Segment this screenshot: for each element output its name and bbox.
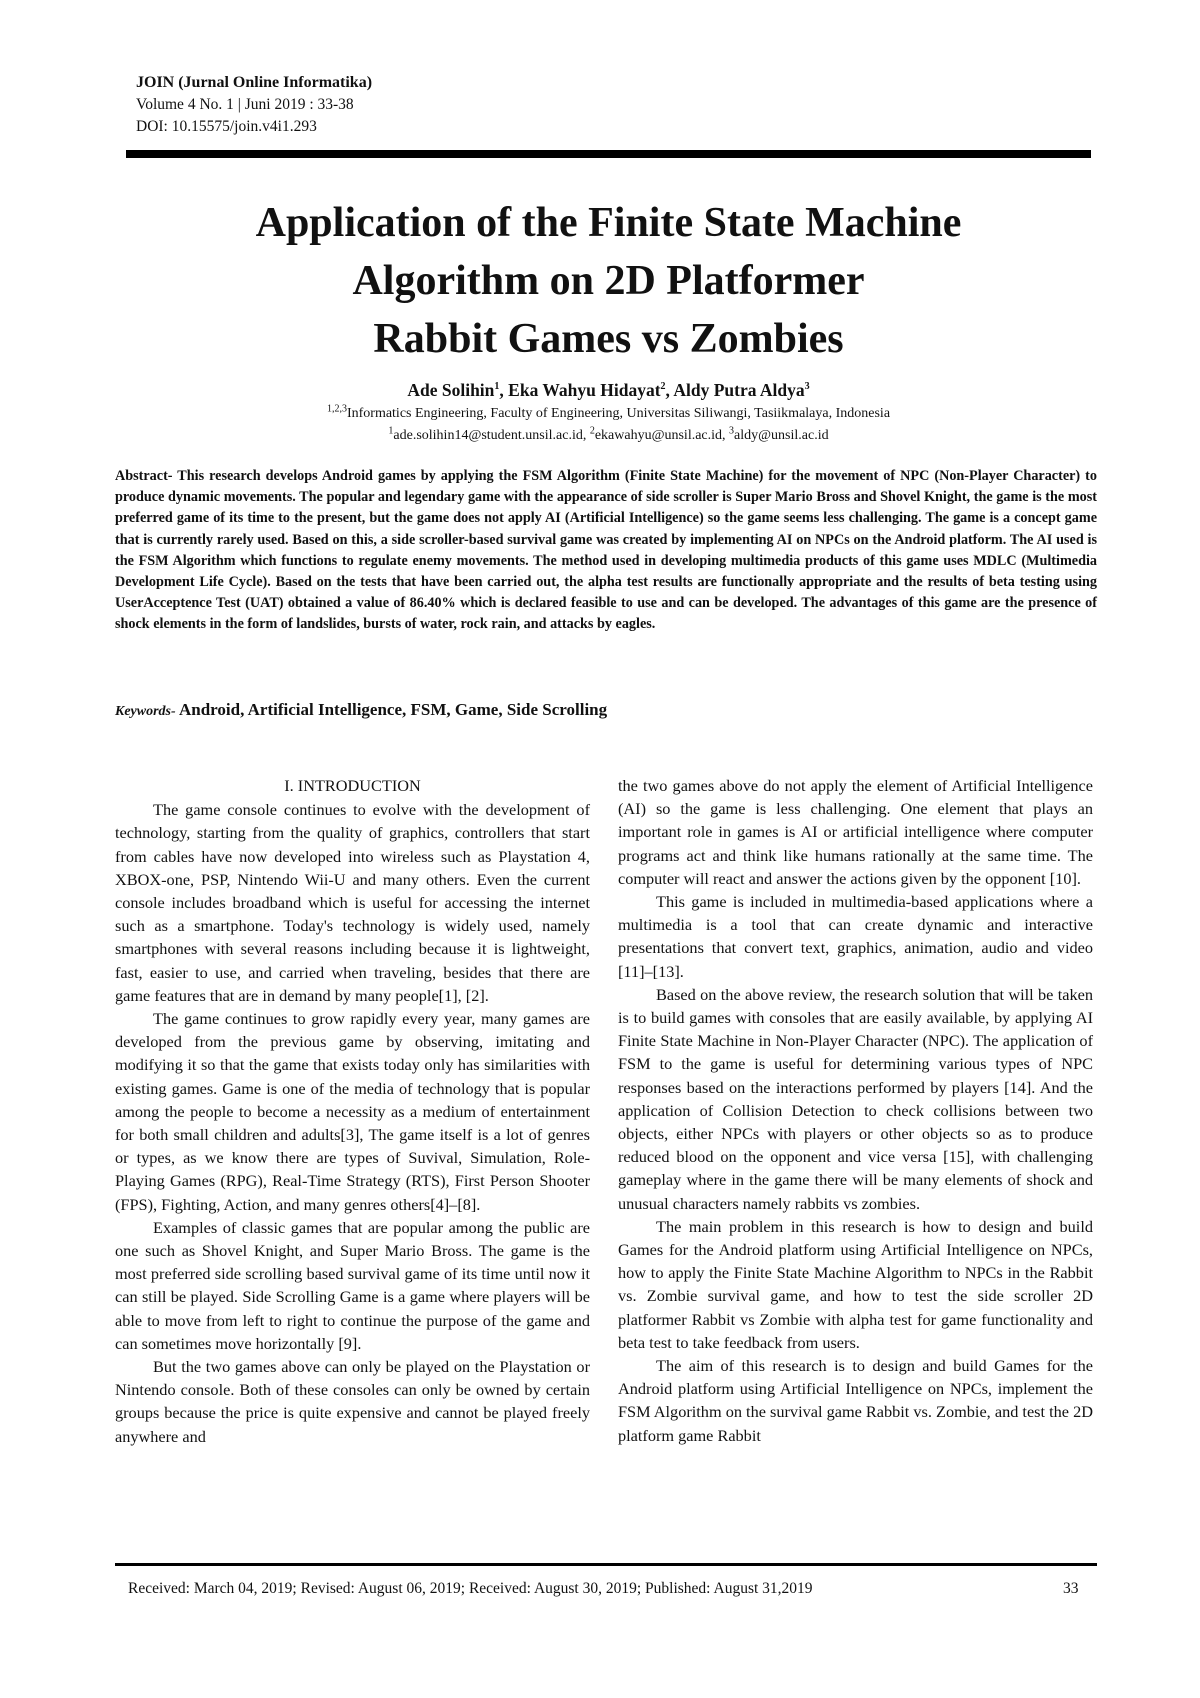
footer-rule (115, 1563, 1097, 1566)
keywords-text: Android, Artificial Intelligence, FSM, Game, Side Scrolling (175, 700, 608, 719)
paragraph: The main problem in this research is how to design and build Games for the Android platform using Artificial Intelligence on NPCs, how to apply the Finite State Machine Algorithm to NPCs in the Rabbit vs. Zombie survival game, and how to test the side scroller 2D platformer Rabbit vs Zombie with alpha test for game functionality and beta test to take feedback from users. (618, 1216, 1093, 1352)
email-address: ekawahyu@unsil.ac.id, (594, 428, 730, 443)
section-heading: I. INTRODUCTION (284, 776, 421, 795)
title-line: Algorithm on 2D Platformer (352, 258, 865, 304)
author-name: Eka Wahyu Hidayat (508, 380, 661, 400)
paragraph: the two games above do not apply the element of Artificial Intelligence (AI) so the game is less challenging. One element that plays an important role in games is AI or artificial intelligence where computer programs act and think like humans rationally at the same time. The computer will react and answer the actions given by the opponent [10]. (618, 776, 1093, 888)
abstract: Abstract- This research develops Android games by applying the FSM Algorithm (Finite State Machine) for the movement of NPC (Non-Player Character) to produce dynamic movements. The popular and legendary game with the appearance of side scroller is Super Mario Bross and Shovel Knight, the game is the most preferred game of its time to the present, but the game does not apply AI (Artificial Intelligence) so the game seems less challenging. The game is a concept game that is currently rarely used. Based on this, a side scroller-based survival game was created by implementing AI on NPCs on the Android platform. The AI used is the FSM Algorithm which functions to regulate enemy movements. The method used in developing multimedia products of this game uses MDLC (Multimedia Development Life Cycle). Based on the tests that have been carried out, the alpha test results are functionally appropriate and the results of beta testing using UserAcceptence Test (UAT) obtained a value of 86.40% which is declared feasible to use and can be developed. The advantages of this game are the presence of shock elements in the form of landslides, bursts of water, rock rain, and attacks by eagles. (115, 468, 1097, 633)
author-name: Ade Solihin (407, 380, 495, 400)
author-superscript: 3 (804, 381, 810, 393)
paragraph: Examples of classic games that are popular among the public are one such as Shovel Knight, and Super Mario Bross. The game is the most preferred side scrolling based survival game of its time until now it can still be played. Side Scrolling Game is a game where players will be able to move from left to right to continue the purpose of the game and can sometimes move horizontally [9]. (115, 1217, 590, 1353)
title-line: Rabbit Games vs Zombies (373, 316, 844, 362)
email-address: aldy@unsil.ac.id (734, 428, 829, 443)
author-separator: , (665, 380, 674, 400)
paper-title (126, 194, 1091, 368)
paragraph: But the two games above can only be played on the Playstation or Nintendo console. Both of these consoles can only be owned by certain groups because the price is quite expensive and cannot be played freely anywhere and (115, 1357, 590, 1446)
journal-header (136, 72, 372, 138)
paragraph: The game continues to grow rapidly every year, many games are developed from the previous game by observing, imitating and modifying it so that the game that exists today only has similarities with existing games. Game is one of the media of technology that is popular among the people to become a necessity as a medium of entertainment for both small children and adults[3], The game itself is a lot of genres or types, as we know there are types of Suvival, Simulation, Role-Playing Games (RPG), Real-Time Strategy (RTS), First Person Shooter (FPS), Fighting, Action, and many genres others[4]–[8]. (115, 1009, 590, 1214)
paragraph: The aim of this research is to design and build Games for the Android platform using Artificial Intelligence on NPCs, implement the FSM Algorithm on the survival game Rabbit vs. Zombie, and test the 2D platform game Rabbit (618, 1356, 1093, 1445)
author-superscript: 2 (660, 381, 666, 393)
right-column (618, 774, 1093, 1447)
journal-name: JOIN (Jurnal Online Informatika) (136, 74, 373, 91)
affiliation-text: Informatics Engineering, Faculty of Engineering, Universitas Siliwangi, Tasiikmalaya, Indonesia (346, 406, 891, 421)
affiliation-superscript: 1,2,3 (326, 403, 347, 415)
paragraph: Based on the above review, the research solution that will be taken is to build games with consoles that are easily available, by applying AI Finite State Machine in Non-Player Character (NPC). The application of FSM to the game is useful for determining various types of NPC responses based on the interactions performed by players [14]. And the application of Collision Detection to check collisions between two objects, either NPCs with players or other objects so as to produce reduced blood on the opponent and vice versa [15], with challenging gameplay where in the game there will be many elements of shock and unusual characters namely rabbits vs zombies. (618, 984, 1093, 1213)
email-superscript: 2 (589, 425, 595, 437)
paragraph: This game is included in multimedia-based applications where a multimedia is a tool that can create dynamic and interactive presentations that convert text, graphics, animation, audio and video [11]–[13]. (618, 892, 1093, 981)
page-number: 33 (1063, 1580, 1079, 1597)
author-list (126, 380, 1091, 401)
author-superscript: 1 (494, 381, 500, 393)
author-separator: , (499, 380, 509, 400)
email-superscript: 3 (729, 425, 735, 437)
author-name: Aldy Putra Aldya (673, 380, 805, 400)
journal-volume: Volume 4 No. 1 | Juni 2019 : 33-38 (136, 96, 354, 113)
paragraph: The game console continues to evolve with the development of technology, starting from the quality of graphics, controllers that start from cables have now developed into wireless such as Playstation 4, XBOX-one, PSP, Nintendo Wii-U and many others. Even the current console includes broadband which is useful for accessing the internet such as a smartphone. Today's technology is widely used, namely smartphones with several reasons including because it is lightweight, fast, easier to use, and carried when traveling, besides that there are game features that are in demand by many people[1], [2]. (115, 800, 590, 1005)
affiliation (126, 403, 1091, 422)
email-superscript: 1 (388, 425, 394, 437)
author-emails (126, 425, 1091, 444)
footer-dates: Received: March 04, 2019; Revised: August 06, 2019; Received: August 30, 2019; Published: August 31,2019 (128, 1580, 813, 1597)
keywords-label: Keywords- (115, 704, 176, 719)
journal-doi: DOI: 10.15575/join.v4i1.293 (136, 118, 317, 135)
keywords (115, 700, 1097, 720)
email-address: ade.solihin14@student.unsil.ac.id, (393, 428, 590, 443)
left-column (115, 774, 590, 1448)
title-line: Application of the Finite State Machine (255, 200, 962, 246)
header-rule (126, 150, 1091, 158)
